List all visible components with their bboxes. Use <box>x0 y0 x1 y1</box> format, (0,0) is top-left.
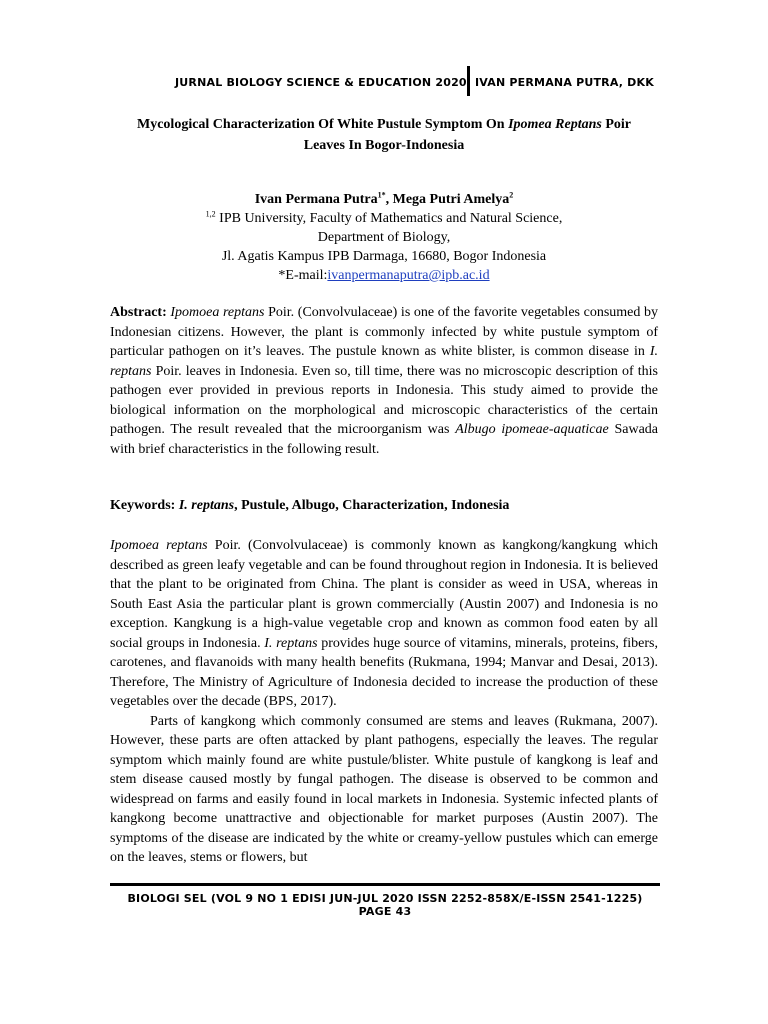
abstract-species-2: I. reptans <box>110 344 658 379</box>
affiliation-sup: 1,2 <box>205 209 216 219</box>
page-footer: BIOLOGI SEL (VOL 9 NO 1 EDISI JUN-JUL 2020 ISSN 2252-858X/E-ISSN 2541-1225) PAGE 43 <box>127 892 643 918</box>
abstract-species-3: Albugo ipomeae-aquaticae <box>455 422 609 437</box>
keywords-species: I. reptans <box>178 498 235 513</box>
body-text-1a: Poir. (Convolvulaceae) is commonly known as kangkong/kangkung which described as green leafy vegetable and can be found throughout region in Indonesia. It is believed that the plant to be originated from China. The plant is consider as weed in USA, whereas in South East Asia the particular plant is grown commercially (Austin 2007) and Indonesia is no exception. Kangkung is a high-value vegetable crop and known as common food eaten by all social groups in Indonesia. <box>110 538 658 651</box>
body-species-1: Ipomoea reptans <box>110 538 208 553</box>
abstract <box>110 303 658 459</box>
author-block <box>100 190 668 285</box>
body-species-2: I. reptans <box>264 635 318 651</box>
affiliation-text-1: IPB University, Faculty of Mathematics and Natural Science, <box>215 211 563 226</box>
keywords <box>110 496 658 516</box>
email-line <box>100 266 668 285</box>
keywords-colon: : <box>170 498 179 513</box>
title-species: Ipomea Reptans <box>508 117 602 132</box>
affiliation-line-3: Jl. Agatis Kampus IPB Darmaga, 16680, Bogor Indonesia <box>221 249 547 264</box>
author-2-sup: 2 <box>509 190 514 200</box>
affiliation-line-2: Department of Biology, <box>317 230 451 245</box>
abstract-species-1: Ipomoea reptans <box>170 305 265 320</box>
abstract-text-1: Poir. (Convolvulaceae) is one of the favorite vegetables consumed by Indonesian citizens. However, the plant is commonly infected by white pustule symptom of particular pathogen on it’s leaves. The pustule known as white blister, is common disease in <box>110 305 658 359</box>
title-line-2: Leaves In Bogor-Indonesia <box>303 138 465 153</box>
author-separator: , <box>385 192 393 207</box>
paper-title <box>100 114 668 156</box>
journal-name: JURNAL BIOLOGY SCIENCE & EDUCATION 2020 <box>175 76 467 89</box>
keywords-label: Keywords <box>110 498 171 513</box>
body-text-1b: provides huge source of vitamins, minerals, proteins, fibers, carotenes, and flavanoids with many health benefits (Rukmana, 1994; Manvar and Desai, 2013). Therefore, The Ministry of Agriculture of Indonesia decided to increase the production of these vegetables over the decade (BPS, 2017). <box>110 635 658 709</box>
running-header <box>0 66 768 96</box>
abstract-text-2: Poir. leaves in Indonesia. Even so, till time, there was no microscopic description of this pathogen ever provided in previous reports in Indonesia. This study aimed to provide the biological information on the morphological and microscopic characteristics of the certain pathogen. The result revealed that the microorganism was <box>110 363 658 437</box>
affiliation-line-1 <box>100 209 668 228</box>
email-link[interactable]: ivanpermanaputra@ipb.ac.id <box>327 268 490 283</box>
title-part-2: Poir <box>601 117 631 132</box>
footer-rule <box>110 883 660 886</box>
title-part-1: Mycological Characterization Of White Pustule Symptom On <box>137 117 509 132</box>
author-1-sup: 1* <box>377 190 386 200</box>
body-text <box>110 536 658 868</box>
keywords-list: , Pustule, Albugo, Characterization, Indonesia <box>234 498 510 513</box>
abstract-text-3: Sawada with brief characteristics in the following result. <box>110 422 659 457</box>
author-names <box>100 190 668 209</box>
header-authors: IVAN PERMANA PUTRA, DKK <box>475 76 654 89</box>
header-divider <box>467 66 470 96</box>
email-prefix: *E-mail: <box>278 268 328 283</box>
abstract-label: Abstract: <box>110 305 167 320</box>
author-1: Ivan Permana Putra <box>254 192 378 207</box>
body-paragraph-1 <box>110 536 658 712</box>
body-paragraph-2: Parts of kangkong which commonly consumed are stems and leaves (Rukmana, 2007). However, these parts are often attacked by plant pathogens, especially the leaves. The regular symptom which mainly found are white pustule/blister. White pustule of kangkong is leaf and stem disease caused mostly by fungal pathogen. The disease is observed to be common and widespread on farms and easily found in local markets in Indonesia. Systemic infected plants of kangkong become unattractive and objectionable for market purposes (Austin 2007). The symptoms of the disease are indicated by the white or creamy-yellow pustules which can emerge on the leaves, stems or flowers, but <box>110 713 658 865</box>
author-2: Mega Putri Amelya <box>392 192 510 207</box>
